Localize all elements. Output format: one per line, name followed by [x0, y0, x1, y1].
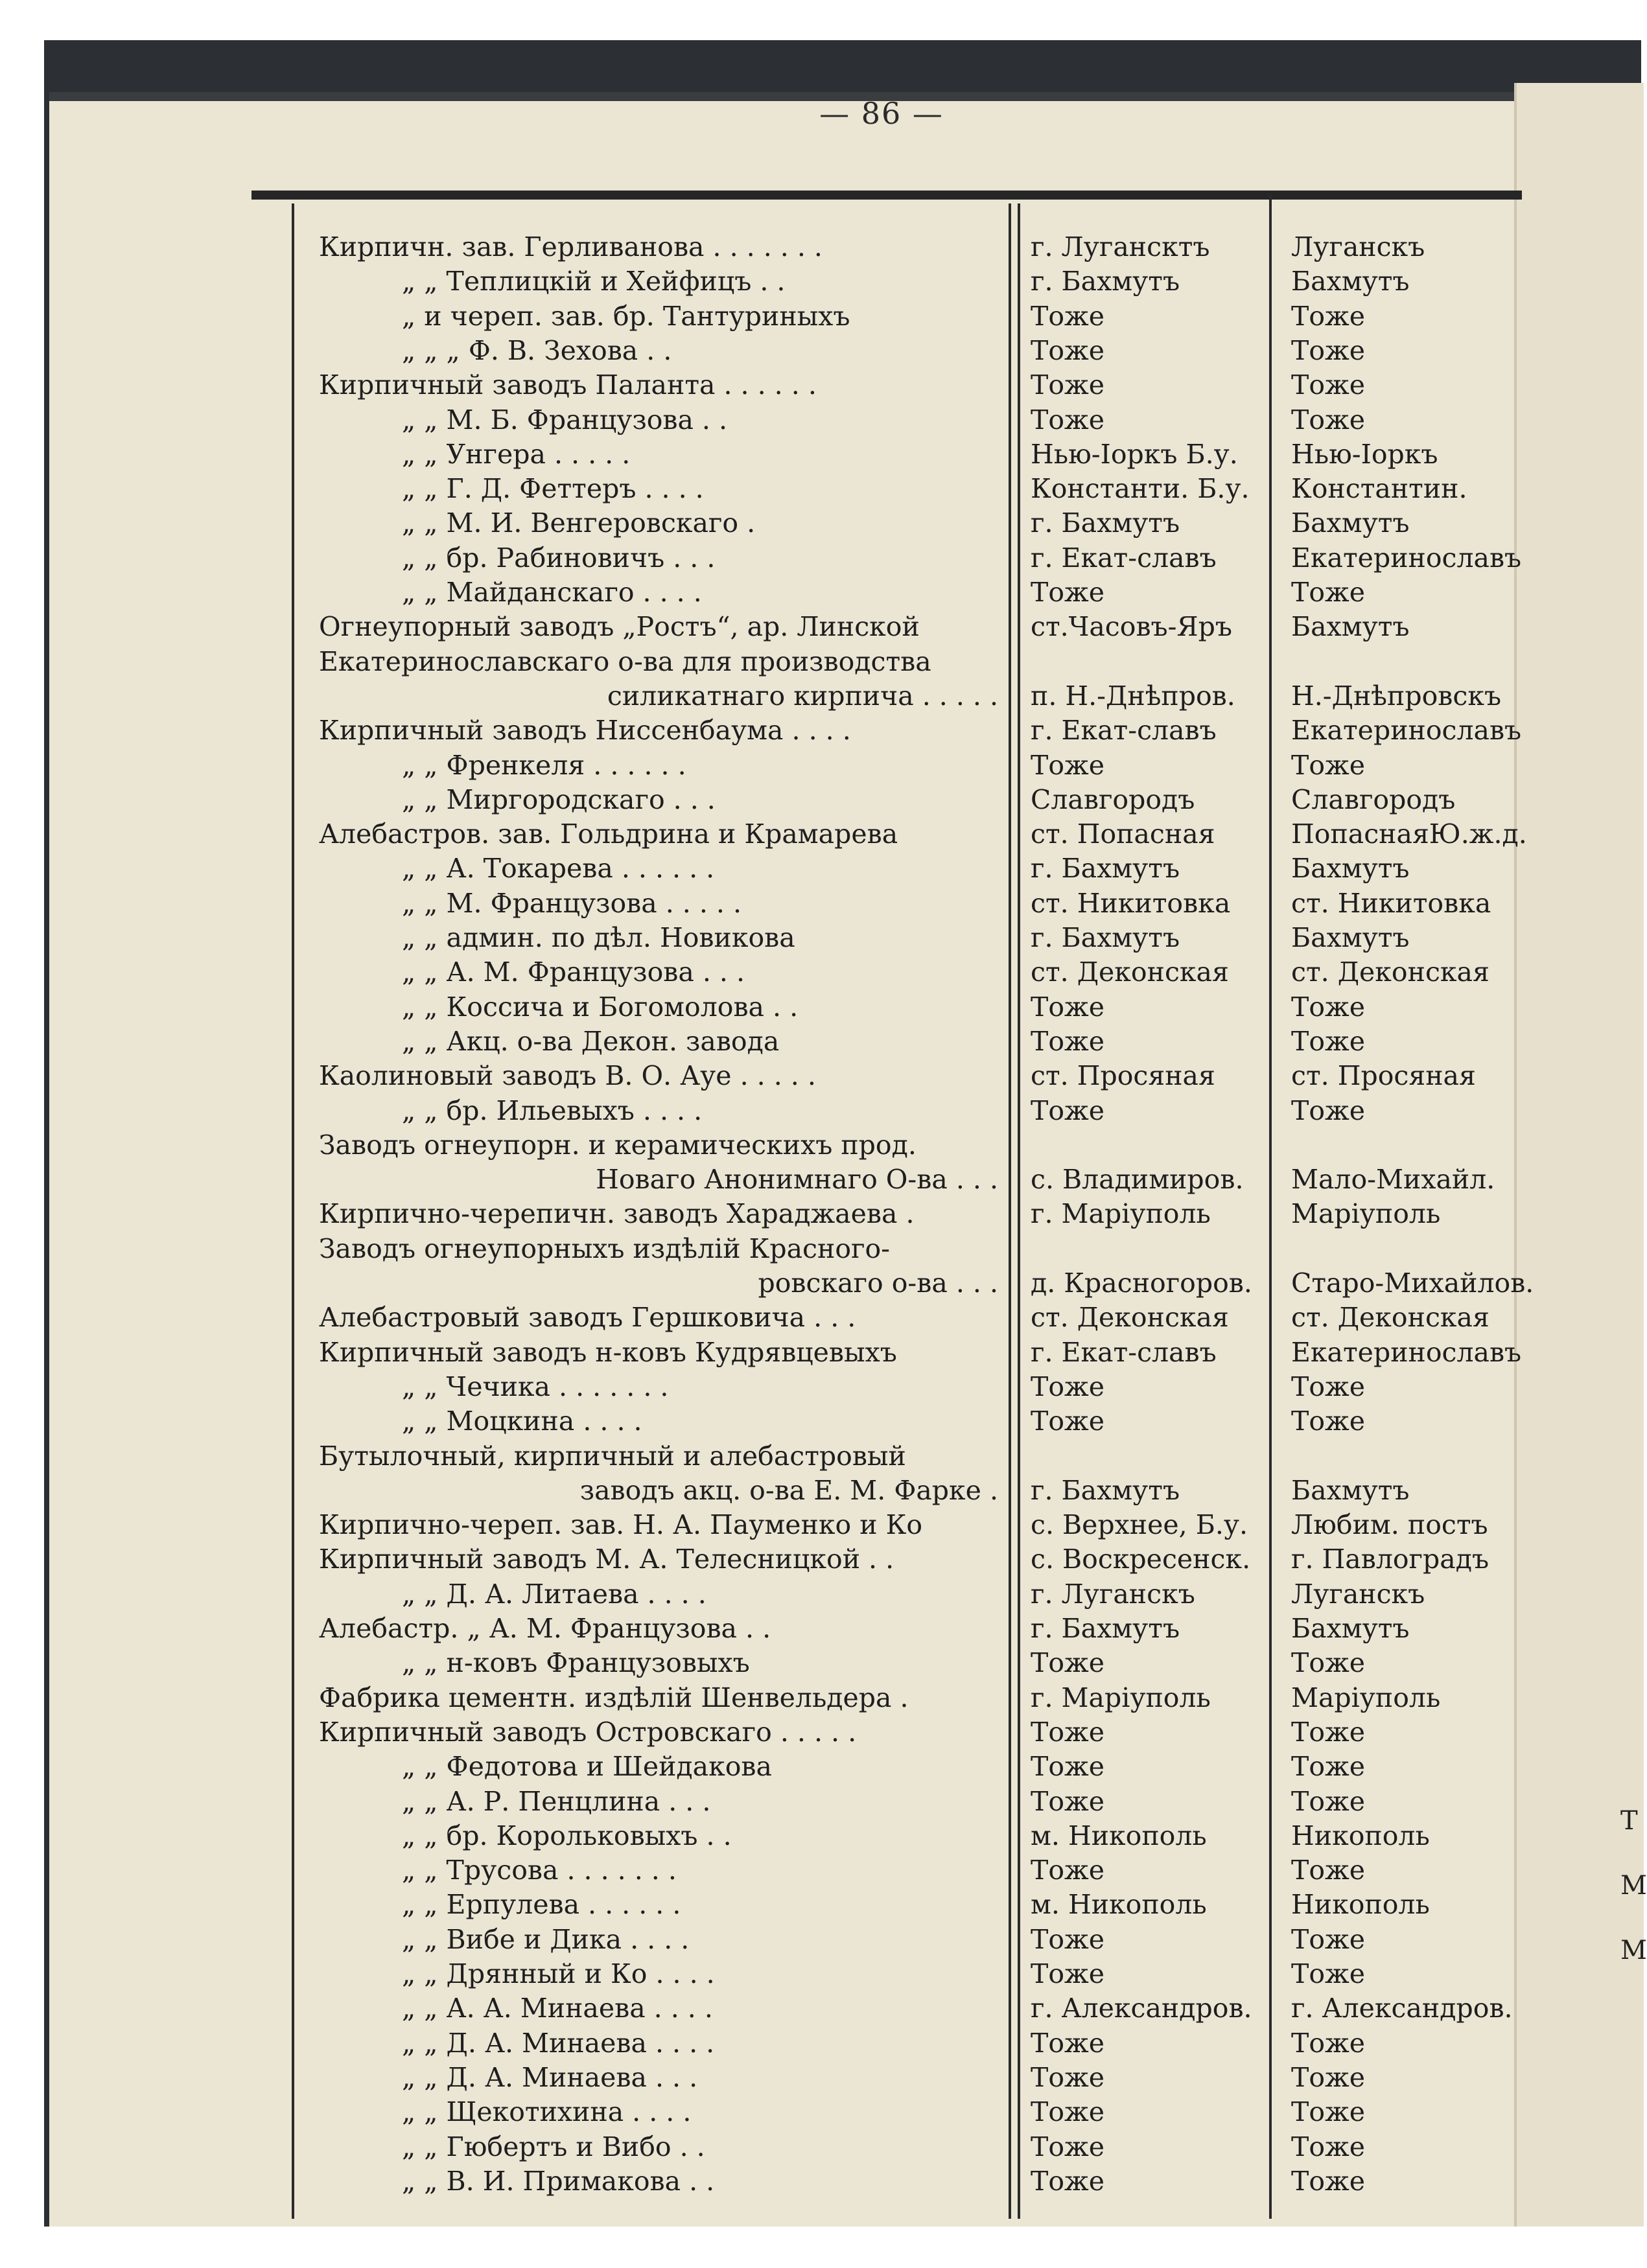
location: г. Маріуполь — [1031, 1198, 1211, 1229]
table-row — [0, 1473, 1641, 1508]
table-row — [0, 1369, 1641, 1404]
location: м. Никополь — [1031, 1820, 1207, 1851]
postal-town: Любим. постъ — [1291, 1509, 1488, 1540]
establishment-name: Кирпичный заводъ н-ковъ Кудрявцевыхъ — [319, 1337, 897, 1368]
table-row — [0, 1128, 1641, 1163]
location: Нью-Іоркъ Б.у. — [1031, 439, 1238, 470]
postal-town: Н.-Днѣпровскъ — [1291, 680, 1502, 712]
establishment-name: „ „ бр. Корольковыхъ . . — [402, 1820, 732, 1851]
postal-town: Тоже — [1291, 1095, 1366, 1126]
establishment-name: „ „ Дрянный и Ко . . . . — [402, 1958, 715, 1989]
establishment-name: „ „ Коссича и Богомолова . . — [402, 991, 799, 1023]
postal-town: Тоже — [1291, 1026, 1366, 1057]
establishment-name: „ „ В. И. Примакова . . — [402, 2166, 715, 2197]
postal-town: ПопаснаяЮ.ж.д. — [1291, 818, 1527, 850]
location — [1031, 1231, 1268, 1266]
table-row — [0, 2060, 1641, 2095]
table-row — [0, 1577, 1641, 1612]
postal-town: Тоже — [1291, 1371, 1366, 1402]
establishment-name: силикатнаго кирпича . . . . . — [607, 680, 998, 712]
location: г. Бахмутъ — [1031, 922, 1180, 953]
location: д. Красногоров. — [1031, 1267, 1252, 1299]
location: ст. Просяная — [1031, 1060, 1215, 1091]
establishment-name: Кирпичный заводъ Паланта . . . . . . — [319, 369, 817, 400]
table-row — [0, 1645, 1641, 1680]
postal-town: Екатеринославъ — [1291, 1337, 1522, 1368]
establishment-name: „ „ М. Французова . . . . . — [402, 888, 742, 919]
postal-town: Мало-Михайл. — [1291, 1164, 1495, 1195]
table-row — [0, 1715, 1641, 1750]
table-row — [0, 1300, 1641, 1335]
establishment-name: „ „ Гюбертъ и Вибо . . — [402, 2131, 705, 2162]
location: Тоже — [1031, 1855, 1105, 1886]
location: ст. Никитовка — [1031, 888, 1231, 919]
table-row — [0, 299, 1641, 334]
postal-town: Тоже — [1291, 1855, 1366, 1886]
establishment-name: „ „ Щекотихина . . . . — [402, 2096, 692, 2127]
table-row — [0, 920, 1641, 955]
location: г. Бахмутъ — [1031, 1475, 1180, 1506]
establishment-name: „ „ Д. А. Литаева . . . . — [402, 1579, 707, 1610]
establishment-name: „ „ „ Ф. В. Зехова . . — [402, 335, 672, 366]
location: г. Маріуполь — [1031, 1682, 1211, 1713]
table-row — [0, 505, 1641, 540]
establishment-name: „ „ М. И. Венгеровскаго . — [402, 507, 756, 538]
location — [1031, 1439, 1268, 1474]
postal-town: Луганскъ — [1291, 1579, 1425, 1610]
establishment-name: Кирпичный заводъ Ниссенбаума . . . . — [319, 715, 851, 746]
table-row — [0, 540, 1641, 575]
postal-town: Бахмутъ — [1291, 1475, 1410, 1506]
location: ст. Деконская — [1031, 1302, 1229, 1333]
location — [1031, 1128, 1268, 1163]
location: Тоже — [1031, 2062, 1105, 2093]
location: Тоже — [1031, 404, 1105, 435]
postal-town: Бахмутъ — [1291, 266, 1410, 297]
establishment-name: „ „ М. Б. Французова . . — [402, 404, 728, 435]
postal-town: Тоже — [1291, 1406, 1366, 1437]
postal-town: Тоже — [1291, 301, 1366, 332]
location: г. Екат-славъ — [1031, 542, 1217, 573]
establishment-name: „ „ А. Р. Пенцлина . . . — [402, 1786, 711, 1817]
table-row — [0, 1784, 1641, 1819]
postal-town: Тоже — [1291, 1751, 1366, 1782]
postal-town: Тоже — [1291, 335, 1366, 366]
table-row — [0, 1542, 1641, 1577]
establishment-name: Алебастровый заводъ Гершковича . . . — [319, 1302, 856, 1333]
establishment-name: „ „ А. А. Минаева . . . . — [402, 1993, 713, 2024]
table-row — [0, 1611, 1641, 1646]
location: Тоже — [1031, 335, 1105, 366]
table-row — [0, 886, 1641, 921]
postal-town: Тоже — [1291, 2028, 1366, 2059]
location: Тоже — [1031, 369, 1105, 400]
table-row — [0, 1231, 1641, 1266]
table-row — [0, 1335, 1641, 1370]
table-row — [0, 851, 1641, 886]
establishment-name: „ „ Г. Д. Феттеръ . . . . — [402, 473, 704, 504]
location: п. Н.-Днѣпров. — [1031, 680, 1235, 712]
location: Славгородъ — [1031, 784, 1195, 815]
postal-town: Тоже — [1291, 2166, 1366, 2197]
establishment-name: Кирпично-череп. зав. Н. А. Пауменко и Ко — [319, 1509, 923, 1540]
table-row — [0, 1162, 1641, 1197]
table-row — [0, 1749, 1641, 1784]
facing-page-letters: Т М М — [1620, 1806, 1647, 1965]
postal-town — [1291, 644, 1512, 679]
establishment-name: „ „ Д. А. Минаева . . . . — [402, 2028, 715, 2059]
postal-town: Старо-Михайлов. — [1291, 1267, 1534, 1299]
table-row — [0, 2094, 1641, 2129]
table-row — [0, 575, 1641, 610]
postal-town: Екатеринославъ — [1291, 542, 1522, 573]
establishment-name: „ „ бр. Ильевыхъ . . . . — [402, 1095, 703, 1126]
establishment-name: „ „ Акц. о-ва Декон. завода — [402, 1026, 780, 1057]
establishment-name: Алебастров. зав. Гольдрина и Крамарева — [319, 818, 898, 850]
establishment-name: „ „ н-ковъ Французовыхъ — [402, 1647, 750, 1678]
table-row — [0, 644, 1641, 679]
location: Тоже — [1031, 2028, 1105, 2059]
location: Тоже — [1031, 1406, 1105, 1437]
establishment-name: Каолиновый заводъ В. О. Ауе . . . . . — [319, 1060, 816, 1091]
table-row — [0, 1818, 1641, 1853]
table-row — [0, 2164, 1641, 2199]
location: Тоже — [1031, 577, 1105, 608]
establishment-name: „ „ А. М. Французова . . . — [402, 956, 745, 988]
postal-town: Бахмутъ — [1291, 507, 1410, 538]
establishment-name: „ „ Миргородскаго . . . — [402, 784, 716, 815]
postal-town: Тоже — [1291, 1786, 1366, 1817]
postal-town: ст. Просяная — [1291, 1060, 1476, 1091]
establishment-name: „ „ Ерпулева . . . . . . — [402, 1889, 681, 1920]
table-row — [0, 1991, 1641, 2026]
postal-town: Нью-Іоркъ — [1291, 439, 1438, 470]
postal-town: Тоже — [1291, 577, 1366, 608]
establishment-name: Алебастр. „ А. М. Французова . . — [319, 1613, 771, 1644]
postal-town: Тоже — [1291, 1647, 1366, 1678]
table-row — [0, 989, 1641, 1024]
table-row — [0, 678, 1641, 713]
location: м. Никополь — [1031, 1889, 1207, 1920]
postal-town: Бахмутъ — [1291, 611, 1410, 642]
table-row — [0, 1507, 1641, 1542]
location: Тоже — [1031, 1924, 1105, 1955]
establishment-name: Кирпично-черепичн. заводъ Хараджаева . — [319, 1198, 915, 1229]
location: ст. Деконская — [1031, 956, 1229, 988]
establishment-name: Кирпичный заводъ Островскаго . . . . . — [319, 1717, 857, 1748]
table-row — [0, 1887, 1641, 1922]
postal-town: Тоже — [1291, 2131, 1366, 2162]
location: Тоже — [1031, 1751, 1105, 1782]
location: Константи. Б.у. — [1031, 473, 1250, 504]
establishment-name: Кирпичный заводъ М. А. Телесницкой . . — [319, 1544, 894, 1575]
location: г. Луганскъ — [1031, 1579, 1195, 1610]
establishment-name: „ „ Унгера . . . . . — [402, 439, 631, 470]
table-row — [0, 2026, 1641, 2061]
establishment-name: „ „ Теплицкій и Хейфицъ . . — [402, 266, 786, 297]
location: Тоже — [1031, 991, 1105, 1023]
establishment-name: „ „ бр. Рабиновичъ . . . — [402, 542, 716, 573]
location: г. Екат-славъ — [1031, 1337, 1217, 1368]
table-row — [0, 748, 1641, 783]
location: Тоже — [1031, 301, 1105, 332]
location — [1031, 644, 1268, 679]
postal-town: Бахмутъ — [1291, 853, 1410, 884]
location: Тоже — [1031, 1786, 1105, 1817]
establishment-name: Бутылочный, кирпичный и алебастровый — [319, 1441, 906, 1472]
postal-town: Славгородъ — [1291, 784, 1456, 815]
table-row — [0, 367, 1641, 402]
table-row — [0, 1922, 1641, 1957]
establishment-name: Фабрика цементн. издѣлій Шенвельдера . — [319, 1682, 909, 1713]
location: г. Бахмутъ — [1031, 1613, 1180, 1644]
location: Тоже — [1031, 2131, 1105, 2162]
postal-town: Никополь — [1291, 1820, 1430, 1851]
table-row — [0, 782, 1641, 817]
table-row — [0, 1024, 1641, 1059]
postal-town: Маріуполь — [1291, 1682, 1441, 1713]
location: с. Верхнее, Б.у. — [1031, 1509, 1248, 1540]
postal-town: Бахмутъ — [1291, 922, 1410, 953]
table-row — [0, 816, 1641, 851]
postal-town: Тоже — [1291, 1958, 1366, 1989]
establishment-name: Кирпичн. зав. Герливанова . . . . . . . — [319, 231, 823, 262]
table-row — [0, 437, 1641, 472]
location: Тоже — [1031, 1717, 1105, 1748]
location: Тоже — [1031, 1371, 1105, 1402]
postal-town: ст. Никитовка — [1291, 888, 1491, 919]
table-row — [0, 1956, 1641, 1991]
establishment-name: „ „ Майданскаго . . . . — [402, 577, 702, 608]
establishment-name: „ и череп. зав. бр. Тантуриныхъ — [402, 301, 850, 332]
location: г. Лугансктъ — [1031, 231, 1210, 262]
location: г. Александров. — [1031, 1993, 1252, 2024]
table-row — [0, 1853, 1641, 1888]
postal-town: ст. Деконская — [1291, 1302, 1489, 1333]
location: г. Бахмутъ — [1031, 266, 1180, 297]
postal-town: ст. Деконская — [1291, 956, 1489, 988]
postal-town — [1291, 1128, 1512, 1163]
establishment-name: „ „ Моцкина . . . . — [402, 1406, 642, 1437]
table-row — [0, 229, 1641, 264]
establishment-name: ровскаго о-ва . . . — [758, 1267, 998, 1299]
table-row — [0, 264, 1641, 299]
postal-town: Тоже — [1291, 2062, 1366, 2093]
establishment-name: „ „ Чечика . . . . . . . — [402, 1371, 669, 1402]
establishment-name: Огнеупорный заводъ „Ростъ“, ар. Линской — [319, 611, 920, 642]
table-row — [0, 1404, 1641, 1439]
establishment-name: „ „ Вибе и Дика . . . . — [402, 1924, 690, 1955]
location: г. Екат-славъ — [1031, 715, 1217, 746]
table-row — [0, 2129, 1641, 2164]
postal-town: Тоже — [1291, 369, 1366, 400]
table-row — [0, 713, 1641, 748]
postal-town: Бахмутъ — [1291, 1613, 1410, 1644]
location: Тоже — [1031, 1958, 1105, 1989]
postal-town: Тоже — [1291, 404, 1366, 435]
establishment-name: „ „ Трусова . . . . . . . — [402, 1855, 677, 1886]
establishment-name: заводъ акц. о-ва Е. М. Фарке . — [579, 1475, 998, 1506]
postal-town: Тоже — [1291, 2096, 1366, 2127]
table-row — [0, 1093, 1641, 1128]
establishment-name: Заводъ огнеупорныхъ издѣлій Красного- — [319, 1233, 891, 1264]
establishment-name: Заводъ огнеупорн. и керамическихъ прод. — [319, 1129, 917, 1161]
establishment-name: „ „ Д. А. Минаева . . . — [402, 2062, 698, 2093]
postal-town: Маріуполь — [1291, 1198, 1441, 1229]
postal-town: Луганскъ — [1291, 231, 1425, 262]
location: ст.Часовъ-Яръ — [1031, 611, 1232, 642]
postal-town: Тоже — [1291, 1924, 1366, 1955]
location: Тоже — [1031, 1026, 1105, 1057]
establishment-name: „ „ админ. по дѣл. Новикова — [402, 922, 795, 953]
location: г. Бахмутъ — [1031, 853, 1180, 884]
page-number: — 86 — — [819, 96, 944, 131]
location: Тоже — [1031, 1095, 1105, 1126]
table-row — [0, 333, 1641, 368]
location: Тоже — [1031, 2166, 1105, 2197]
location: с. Воскресенск. — [1031, 1544, 1251, 1575]
table-row — [0, 1196, 1641, 1231]
establishment-name: Новаго Анонимнаго О-ва . . . — [596, 1164, 998, 1195]
table-row — [0, 1058, 1641, 1093]
postal-town: Екатеринославъ — [1291, 715, 1522, 746]
table-row — [0, 1680, 1641, 1715]
location: Тоже — [1031, 2096, 1105, 2127]
table-row — [0, 955, 1641, 989]
establishment-name: „ „ А. Токарева . . . . . . — [402, 853, 715, 884]
establishment-name: „ „ Френкеля . . . . . . — [402, 750, 686, 781]
table-row — [0, 471, 1641, 506]
table-row — [0, 1439, 1641, 1474]
location: Тоже — [1031, 750, 1105, 781]
table-row — [0, 609, 1641, 644]
table-row — [0, 402, 1641, 437]
postal-town: Константин. — [1291, 473, 1467, 504]
postal-town: г. Александров. — [1291, 1993, 1513, 2024]
postal-town — [1291, 1439, 1512, 1474]
establishment-name: Екатеринославскаго о-ва для производства — [319, 646, 931, 677]
postal-town: Никополь — [1291, 1889, 1430, 1920]
postal-town — [1291, 1231, 1512, 1266]
postal-town: Тоже — [1291, 1717, 1366, 1748]
postal-town: Тоже — [1291, 991, 1366, 1023]
postal-town: г. Павлоградъ — [1291, 1544, 1489, 1575]
location: с. Владимиров. — [1031, 1164, 1244, 1195]
table-row — [0, 1266, 1641, 1301]
location: ст. Попасная — [1031, 818, 1215, 850]
establishment-name: „ „ Федотова и Шейдакова — [402, 1751, 772, 1782]
location: г. Бахмутъ — [1031, 507, 1180, 538]
location: Тоже — [1031, 1647, 1105, 1678]
postal-town: Тоже — [1291, 750, 1366, 781]
